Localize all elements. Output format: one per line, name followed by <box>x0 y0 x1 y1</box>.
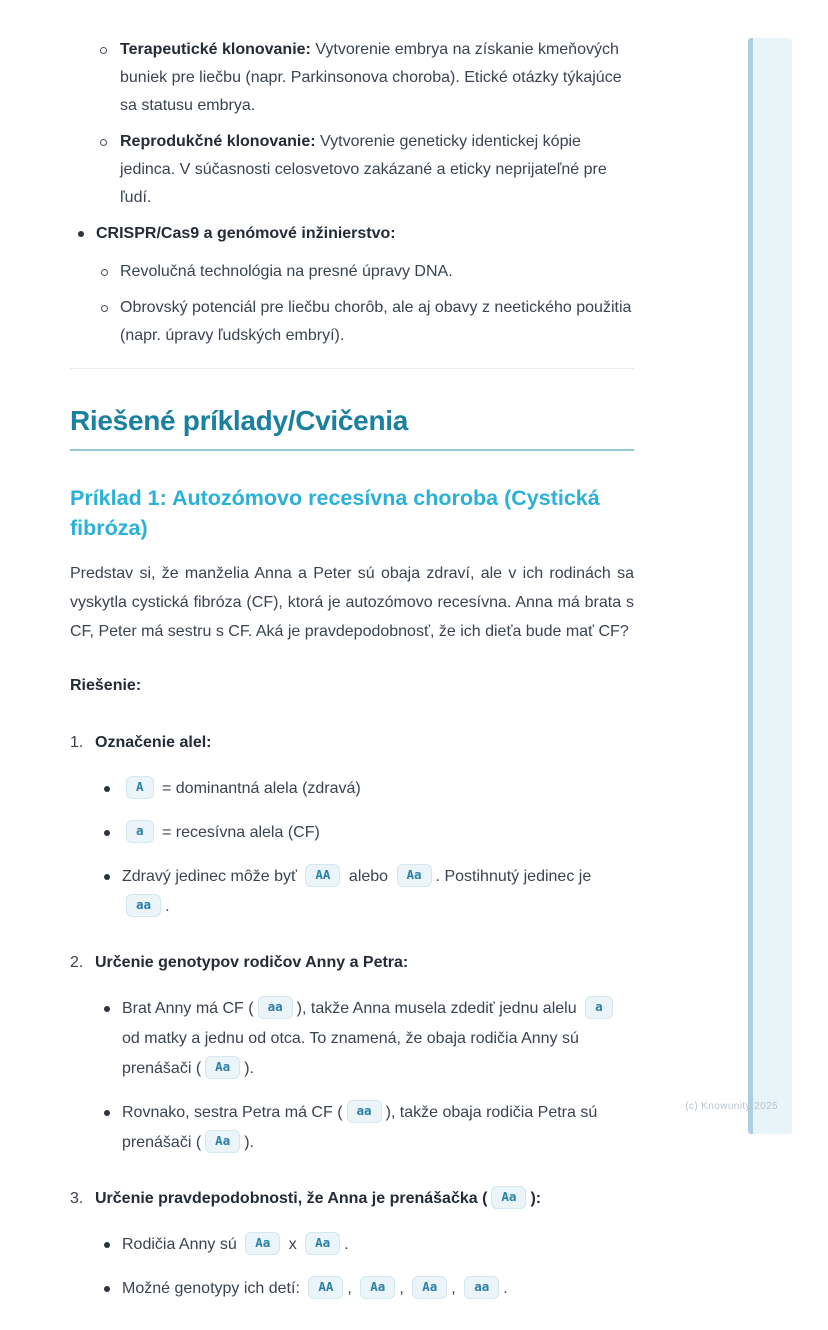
list-item <box>70 128 634 212</box>
step-items <box>70 1230 634 1304</box>
list-item <box>70 862 634 922</box>
allele-badge: aa <box>347 1100 382 1123</box>
section-title: Riešené príklady/Cvičenia <box>70 405 634 451</box>
solution-steps <box>70 728 634 1304</box>
text-run: Brat Anny má CF ( <box>122 1000 254 1017</box>
bold-text: Reprodukčné klonovanie: <box>120 133 316 150</box>
text-run: od matky a jednu od otca. To znamená, že obaja rodičia Anny sú prenášači ( <box>122 1030 579 1077</box>
text-run: , <box>399 1280 409 1297</box>
text-run: ). <box>244 1060 254 1077</box>
document-content <box>70 36 634 1330</box>
step-items <box>70 994 634 1158</box>
scrollbar[interactable] <box>748 38 792 1134</box>
allele-badge: AA <box>308 1276 343 1299</box>
allele-badge: Aa <box>412 1276 447 1299</box>
text-run: ), takže obaja rodičia Petra sú prenášači ( <box>122 1104 598 1151</box>
solution-step <box>70 1184 634 1304</box>
text-run: alebo <box>344 868 393 885</box>
step-number: 2. <box>70 954 84 971</box>
text-run: , <box>347 1280 357 1297</box>
cloning-types-list <box>70 36 634 212</box>
list-item <box>96 258 634 286</box>
text-run: x <box>284 1236 302 1253</box>
crispr-sublist <box>96 258 634 350</box>
allele-badge: aa <box>464 1276 499 1299</box>
allele-badge: aa <box>258 996 293 1019</box>
allele-badge: Aa <box>205 1130 240 1153</box>
solution-step <box>70 728 634 922</box>
text-run: Vytvorenie geneticky identickej kópie jedinca. V súčasnosti celosvetovo zakázané a eticky neprijateľné pre ľudí. <box>120 133 607 206</box>
example-description: Predstav si, že manželia Anna a Peter sú obaja zdraví, ale v ich rodinách sa vyskytla cystická fibróza (CF), ktorá je autozómovo recesívna. Anna má brata s CF, Peter má sestru s CF. Aká je pravdepodobnosť, že ich dieťa bude mať CF? <box>70 565 634 640</box>
bold-text: Terapeutické klonovanie: <box>120 41 311 58</box>
list-item <box>96 294 634 350</box>
allele-badge: A <box>126 776 154 799</box>
list-item <box>70 774 634 804</box>
list-item <box>70 220 634 350</box>
bold-text: CRISPR/Cas9 a genómové inžinierstvo: <box>96 225 396 242</box>
step-title <box>70 728 634 758</box>
allele-badge: Aa <box>397 864 432 887</box>
text-run: Vytvorenie embrya na získanie kmeňových buniek pre liečbu (napr. Parkinsonova choroba). Etické otázky týkajúce sa statusu embrya. <box>120 41 622 114</box>
allele-badge: Aa <box>491 1186 526 1209</box>
allele-badge: Aa <box>205 1056 240 1079</box>
text-run: Revolučná technológia na presné úpravy DNA. <box>120 263 453 280</box>
text-run: Rovnako, sestra Petra má CF ( <box>122 1104 343 1121</box>
text-run: . <box>503 1280 508 1297</box>
step-title <box>70 948 634 978</box>
step-items <box>70 774 634 922</box>
step-title-text <box>95 1190 541 1207</box>
step-title-text <box>95 734 212 751</box>
text-run: = recesívna alela (CF) <box>157 824 320 841</box>
text-run: . <box>165 898 170 915</box>
text-run: Určenie pravdepodobnosti, že Anna je prenášačka ( <box>95 1190 488 1207</box>
list-item <box>70 1230 634 1260</box>
text-run: Zdravý jedinec môže byť <box>122 868 302 885</box>
step-title <box>70 1184 634 1214</box>
allele-badge: aa <box>126 894 161 917</box>
text-run: Možné genotypy ich detí: <box>122 1280 305 1297</box>
text-run: Obrovský potenciál pre liečbu chorôb, ale aj obavy z neetického použitia (napr. úpravy ľudských embryí). <box>120 299 632 344</box>
allele-badge: AA <box>305 864 340 887</box>
allele-badge: a <box>126 820 154 843</box>
allele-badge: a <box>585 996 613 1019</box>
text-run: Rodičia Anny sú <box>122 1236 242 1253</box>
list-item-title <box>96 225 396 242</box>
text-run: ). <box>244 1134 254 1151</box>
text-run: , <box>451 1280 461 1297</box>
example-title: Príklad 1: Autozómovo recesívna choroba (Cystická fibróza) <box>70 486 600 540</box>
text-run: . <box>344 1236 349 1253</box>
allele-badge: Aa <box>305 1232 340 1255</box>
crispr-list <box>70 220 634 350</box>
text-run: Určenie genotypov rodičov Anny a Petra: <box>95 954 409 971</box>
step-number: 1. <box>70 734 84 751</box>
list-item <box>70 818 634 848</box>
solution-step <box>70 948 634 1158</box>
text-run: ): <box>530 1190 542 1207</box>
text-run: ), takže Anna musela zdediť jednu alelu <box>296 1000 582 1017</box>
text-run: = dominantná alela (zdravá) <box>157 780 361 797</box>
section-divider <box>70 368 634 369</box>
solution-label: Riešenie: <box>70 677 142 694</box>
text-run: Označenie alel: <box>95 734 212 751</box>
list-item <box>70 36 634 120</box>
step-number: 3. <box>70 1190 84 1207</box>
allele-badge: Aa <box>245 1232 280 1255</box>
list-item <box>70 1274 634 1304</box>
watermark: (c) Knowunity 2025 <box>685 1101 778 1112</box>
text-run: . Postihnutý jedinec je <box>435 868 592 885</box>
list-item <box>70 994 634 1084</box>
step-title-text <box>95 954 408 971</box>
allele-badge: Aa <box>360 1276 395 1299</box>
